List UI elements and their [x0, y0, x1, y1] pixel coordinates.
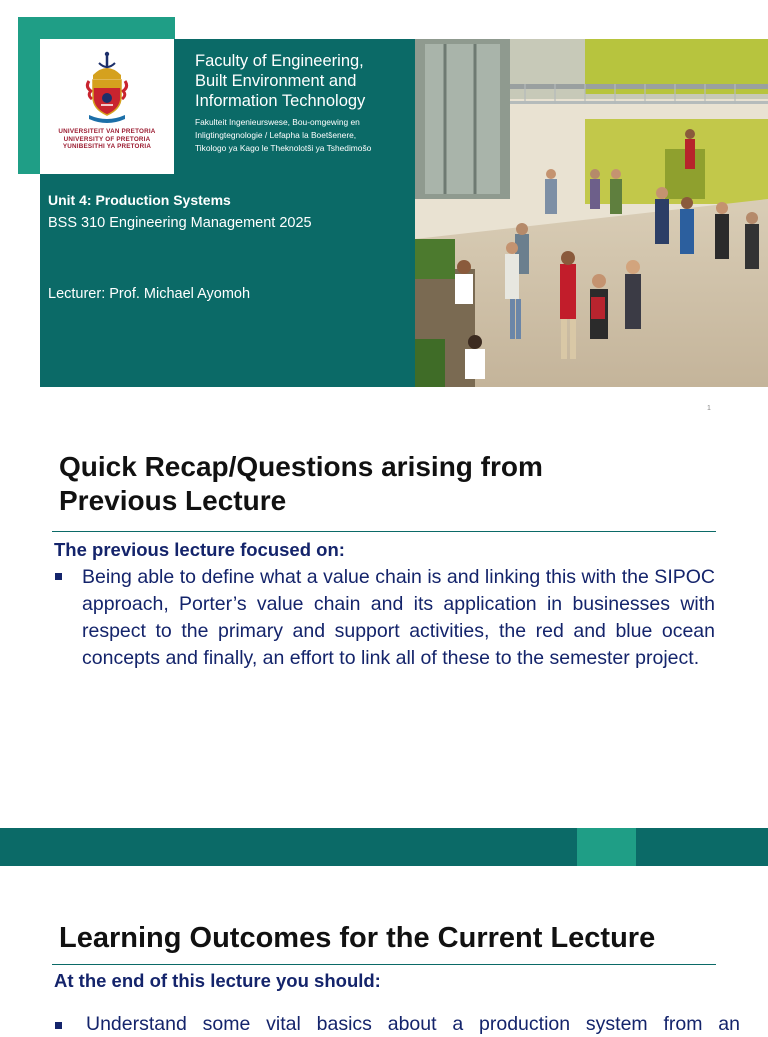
recap-heading: Quick Recap/Questions arising from Previous Lecture	[59, 451, 543, 516]
list-item: Understand some vital basics about a production system from an	[86, 1013, 740, 1035]
slide-divider-accent	[577, 828, 636, 866]
faculty-subtitle: Fakulteit Ingenieurswese, Bou-omgewing en Inligtingtegnologie / Lefapha la Boetšenere, Tikologo ya Kago le Theknolotši ya Tshedimošo	[195, 117, 372, 153]
course-title: BSS 310 Engineering Management 2025	[48, 215, 312, 231]
campus-photo	[415, 39, 768, 387]
recap-lead: The previous lecture focused on:	[54, 539, 345, 560]
heading-divider	[52, 964, 716, 965]
university-names: UNIVERSITEIT VAN PRETORIA UNIVERSITY OF PRETORIA YUNIBESITHI YA PRETORIA	[58, 128, 156, 151]
lecturer-name: Lecturer: Prof. Michael Ayomoh	[48, 286, 251, 302]
bullet-square-icon	[55, 573, 62, 580]
outcomes-heading: Learning Outcomes for the Current Lecture	[59, 922, 656, 954]
slide-number: 1	[707, 405, 711, 412]
university-logo	[40, 39, 174, 174]
unit-title: Unit 4: Production Systems	[48, 192, 231, 208]
bullet-square-icon	[55, 1022, 62, 1029]
slide-divider-band	[0, 828, 768, 866]
outcomes-lead: At the end of this lecture you should:	[54, 970, 381, 991]
list-item: Being able to define what a value chain is and linking this with the SIPOC approach, Porter’s value chain and its application in businesses with respect to the primary and support activities, the red and blue ocean concepts and finally, an effort to link all of these to the semester project.	[82, 566, 715, 669]
faculty-title: Faculty of Engineering, Built Environment and Information Technology	[195, 52, 366, 110]
recap-bullet-list	[55, 564, 715, 672]
crest-icon	[83, 51, 131, 123]
outcomes-bullet-list	[55, 1011, 740, 1037]
heading-divider	[52, 531, 716, 532]
